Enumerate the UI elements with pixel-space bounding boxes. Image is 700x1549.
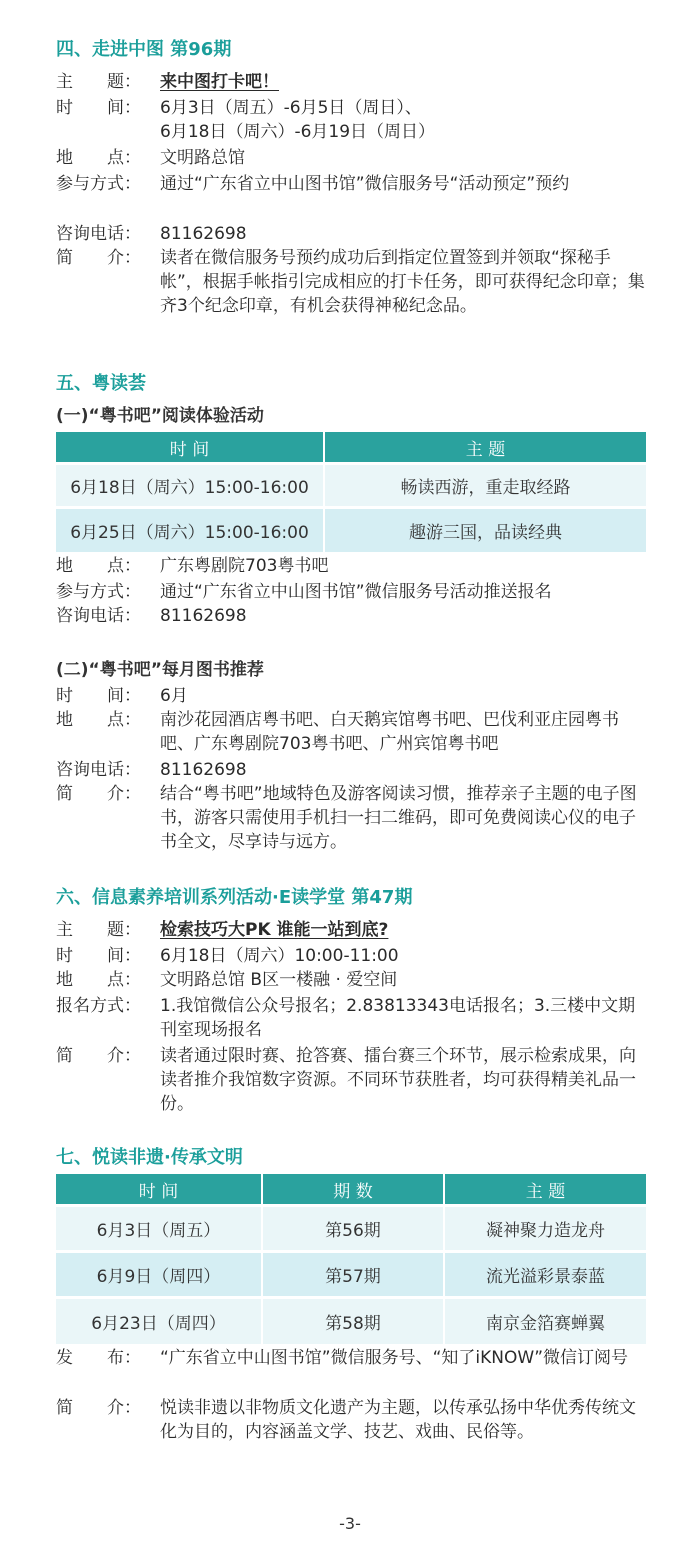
s4-intro-value: 读者在微信服务号预约成功后到指定位置签到并领取“探秘手帐”，根据手帐指引完成相应的打卡任务，即可获得纪念印章；集齐3个纪念印章，有机会获得神秘纪念品。 xyxy=(160,248,645,316)
s5b-place-value: 南沙花园酒店粤书吧、白天鹅宾馆粤书吧、巴伐利亚庄园粤书吧、广东粤剧院703粤书吧、广州宾馆粤书吧 xyxy=(160,710,619,754)
s6-signup-label: 报名方式： xyxy=(56,996,141,1016)
s4-topic-label: 主 题： xyxy=(56,72,141,92)
s4-place-label: 地 点： xyxy=(56,148,141,168)
table-header: 时 间 xyxy=(56,1174,262,1206)
s6-intro-value: 读者通过限时赛、抢答赛、擂台赛三个环节，展示检索成果，向读者推介我馆数字资源。不同环节获胜者，均可获得精美礼品一份。 xyxy=(160,1046,636,1114)
s5b-phone-value: 81162698 xyxy=(160,760,247,780)
table-row xyxy=(56,1298,646,1344)
table-cell: 畅读西游，重走取经路 xyxy=(324,464,646,508)
s4-topic-value: 来中图打卡吧！ xyxy=(160,72,279,92)
table-row xyxy=(56,1252,646,1298)
s5-place-value: 广东粤剧院703粤书吧 xyxy=(160,556,329,576)
s4-time-value: 6月3日（周五）-6月5日（周日）、 6月18日（周六）-6月19日（周日） xyxy=(160,98,436,142)
table-cell: 第56期 xyxy=(262,1206,444,1252)
s4-method-value: 通过“广东省立中山图书馆”微信服务号“活动预定”预约 xyxy=(160,174,570,194)
s7-publish-value: “广东省立中山图书馆”微信服务号、“知了iKNOW”微信订阅号 xyxy=(160,1348,629,1368)
s4-place-value: 文明路总馆 xyxy=(160,148,245,168)
table-cell: 凝神聚力造龙舟 xyxy=(444,1206,646,1252)
s5-phone-label: 咨询电话： xyxy=(56,606,141,626)
s5b-time-value: 6月 xyxy=(160,686,188,706)
table-cell: 第58期 xyxy=(262,1298,444,1344)
table-row xyxy=(56,464,646,508)
s5b-intro-value: 结合“粤书吧”地域特色及游客阅读习惯，推荐亲子主题的电子图书，游客只需使用手机扫一扫二维码，即可免费阅读心仪的电子书全文，尽享诗与远方。 xyxy=(160,784,637,852)
s5-schedule-table xyxy=(56,432,646,552)
table-row xyxy=(56,508,646,552)
section-title-7: 七、悦读非遗·传承文明 xyxy=(56,1147,243,1168)
s4-phone-label: 咨询电话： xyxy=(56,224,141,244)
s7-publish-label: 发 布： xyxy=(56,1348,141,1368)
s5b-time-label: 时 间： xyxy=(56,686,141,706)
table-cell: 6月23日（周四） xyxy=(56,1298,262,1344)
table-header: 主 题 xyxy=(444,1174,646,1206)
table-row xyxy=(56,1206,646,1252)
s4-method-label: 参与方式： xyxy=(56,174,141,194)
s4-time-label: 时 间： xyxy=(56,98,141,118)
s7-intro-label: 简 介： xyxy=(56,1398,141,1418)
s6-intro-label: 简 介： xyxy=(56,1046,141,1066)
s5-phone-value: 81162698 xyxy=(160,606,247,626)
table-cell: 第57期 xyxy=(262,1252,444,1298)
table-header: 期 数 xyxy=(262,1174,444,1206)
s6-time-label: 时 间： xyxy=(56,946,141,966)
s6-place-label: 地 点： xyxy=(56,970,141,990)
s5-place-label: 地 点： xyxy=(56,556,141,576)
s5b-place-label: 地 点： xyxy=(56,710,141,730)
page-number: -3- xyxy=(339,1514,361,1533)
s6-signup-value: 1.我馆微信公众号报名；2.83813343电话报名；3.三楼中文期刊室现场报名 xyxy=(160,996,636,1040)
s4-intro-label: 简 介： xyxy=(56,248,141,268)
table-header: 主 题 xyxy=(324,432,646,464)
s5b-intro-label: 简 介： xyxy=(56,784,141,804)
s7-intro-value: 悦读非遗以非物质文化遗产为主题，以传承弘扬中华优秀传统文化为目的，内容涵盖文学、技艺、戏曲、民俗等。 xyxy=(160,1398,636,1442)
table-cell: 南京金箔赛蝉翼 xyxy=(444,1298,646,1344)
table-cell: 趣游三国，品读经典 xyxy=(324,508,646,552)
table-cell: 流光溢彩景泰蓝 xyxy=(444,1252,646,1298)
table-cell: 6月9日（周四） xyxy=(56,1252,262,1298)
s5-sub2-title: (二)“粤书吧”每月图书推荐 xyxy=(56,660,264,680)
s7-schedule-table xyxy=(56,1174,646,1344)
s5-method-value: 通过“广东省立中山图书馆”微信服务号活动推送报名 xyxy=(160,582,552,602)
section-title-4: 四、走进中图 第96期 xyxy=(56,39,232,60)
s6-place-value: 文明路总馆 B区一楼融 · 爱空间 xyxy=(160,970,398,990)
s5-method-label: 参与方式： xyxy=(56,582,141,602)
table-header: 时 间 xyxy=(56,432,324,464)
table-cell: 6月18日（周六）15:00-16:00 xyxy=(56,464,324,508)
s5-sub1-title: (一)“粤书吧”阅读体验活动 xyxy=(56,406,264,426)
s6-topic-value: 检索技巧大PK 谁能一站到底? xyxy=(160,920,389,940)
s4-phone-value: 81162698 xyxy=(160,224,247,244)
section-title-5: 五、粤读荟 xyxy=(56,373,146,394)
s6-time-value: 6月18日（周六）10:00-11:00 xyxy=(160,946,399,966)
table-cell: 6月25日（周六）15:00-16:00 xyxy=(56,508,324,552)
section-title-6: 六、信息素养培训系列活动·E读学堂 第47期 xyxy=(56,887,413,908)
s6-topic-label: 主 题： xyxy=(56,920,141,940)
s5b-phone-label: 咨询电话： xyxy=(56,760,141,780)
table-cell: 6月3日（周五） xyxy=(56,1206,262,1252)
